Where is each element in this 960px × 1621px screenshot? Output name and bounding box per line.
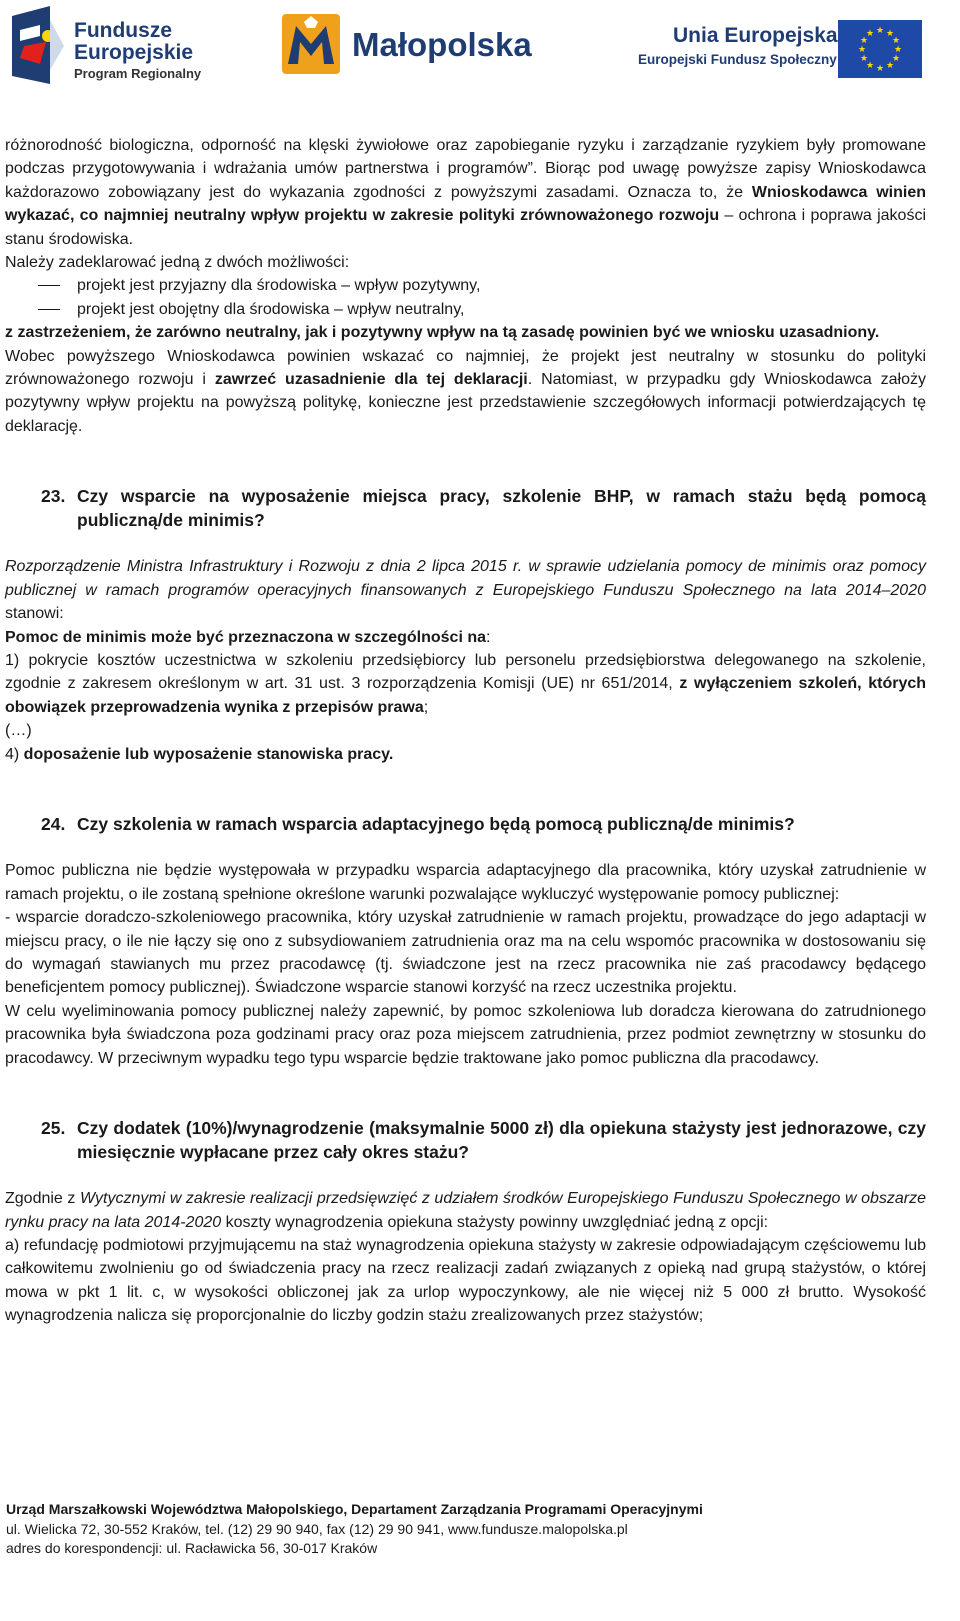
question-text: Czy szkolenia w ramach wsparcia adaptacyjnego będą pomocą publiczną/de minimis?	[77, 813, 795, 834]
answer-23-point1	[5, 649, 926, 719]
paragraph-sustainability	[5, 134, 926, 251]
svg-text:★: ★	[859, 36, 869, 46]
text-span: :	[486, 628, 491, 646]
question-25	[5, 1117, 926, 1164]
bold-span: Wnioskodawca winien wykazać, co najmniej neutralny wpływ projektu w zakresie polityki zrównoważonego rozwoju	[5, 183, 927, 225]
spacer	[5, 532, 926, 555]
spacer	[5, 438, 926, 485]
text-span: stanowi:	[5, 605, 64, 623]
svg-text:★: ★	[875, 64, 885, 74]
text-span: – ochrona i poprawa jakości stanu środowiska.	[5, 207, 927, 248]
svg-text:★: ★	[885, 29, 895, 39]
paragraph-declare: Należy zadeklarować jedną z dwóch możliwości:	[5, 254, 350, 272]
answer-23-point4	[5, 743, 926, 766]
answer-23-intro	[5, 626, 926, 649]
bold-span: doposażenie lub wyposażenie stanowiska pracy.	[23, 745, 394, 763]
footer-line2: ul. Wielicka 72, 30-552 Kraków, tel. (12) 29 90 940, fax (12) 29 90 941, www.fundusze.malopolska.pl	[6, 1520, 628, 1537]
svg-text:★: ★	[865, 61, 875, 71]
spacer	[5, 1164, 926, 1187]
fe-emblem-icon	[10, 6, 66, 84]
list-item: projekt jest przyjazny dla środowiska – wpływ pozytywny,	[5, 274, 926, 297]
fundusze-europejskie-logo	[10, 6, 210, 86]
bold-span: z wyłączeniem szkoleń, których obowiązek przeprowadzenia wynika z przepisów prawa	[5, 675, 927, 716]
document-body	[5, 134, 926, 1328]
footer-line3: adres do korespondencji: ul. Racławicka 56, 30-017 Kraków	[6, 1540, 378, 1556]
svg-text:★: ★	[859, 54, 869, 64]
bold-span: zawrzeć uzasadnienie dla tej deklaracji	[214, 371, 528, 389]
fe-line2: Europejskie	[74, 41, 194, 64]
answer-25-p1	[5, 1187, 926, 1234]
question-text: Czy dodatek (10%)/wynagrodzenie (maksymalnie 5000 zł) dla opiekuna stażysty jest jednorazowe, czy miesięcznie wypłacane przez cały okres stażu?	[77, 1118, 926, 1162]
text-span: różnorodność biologiczna, odporność na klęski żywiołowe oraz zapobieganie ryzyku i zarządzanie ryzykiem były promowane podczas przygotowywania i wdrażania umów partnerstwa i programów”. Biorąc pod uwagę powyższe zapisy Wnioskodawca każdorazowo zobowiązany jest do wykazania zgodności z powyższymi zasadami. Oznacza to, że	[5, 137, 926, 201]
text-span: 1) pokrycie kosztów uczestnictwa w szkoleniu przedsiębiorcy lub personelu przedsiębiorstwa delegowanego na szkolenie, zgodnie z zakresem określonym w art. 31 ust. 3 rozporządzenia Komisji (UE) nr 651/2014,	[5, 651, 926, 693]
svg-text:★: ★	[875, 26, 885, 36]
answer-24-p1: Pomoc publiczna nie będzie występowała w przypadku wsparcia adaptacyjnego dla pracownika, który uzyskał zatrudnienie w ramach projektu, o ile zostaną spełnione określone warunki pozwalające wykluczyć występowanie pomocy publicznej:	[5, 862, 926, 903]
text-span: 4)	[5, 745, 24, 763]
svg-text:★: ★	[857, 45, 867, 55]
paragraph-reservation: z zastrzeżeniem, że zarówno neutralny, jak i pozytywny wpływ na tą zasadę powinien być we wniosku uzasadniony.	[5, 324, 880, 342]
question-text: Czy wsparcie na wyposażenie miejsca pracy, szkolenie BHP, w ramach stażu będą pomocą publiczną/de minimis?	[77, 486, 926, 530]
question-number: 23.	[41, 486, 66, 507]
svg-text:★: ★	[891, 36, 901, 46]
malopolska-name: Małopolska	[352, 26, 532, 63]
question-23	[5, 485, 926, 532]
text-span: Zgodnie z	[5, 1190, 80, 1208]
fe-line3: Program Regionalny	[74, 66, 202, 81]
italic-span: Wytycznymi w zakresie realizacji przedsięwzięć z udziałem środków Europejskiego Funduszu Społecznego w obszarze rynku pracy na lata 2014-2020	[5, 1190, 927, 1231]
footer-line1: Urząd Marszałkowski Województwa Małopolskiego, Departament Zarządzania Programami Operacyjnymi	[6, 1501, 703, 1517]
text-span: . Natomiast, w przypadku gdy Wnioskodawca założy pozytywny wpływ projektu na powyższą politykę, konieczne jest przedstawienie szczegółowych informacji potwierdzających tę deklarację.	[5, 371, 926, 435]
spacer	[5, 836, 926, 859]
text-span: koszty wynagrodzenia opiekuna stażysty powinny uwzględniać jedną z opcji:	[221, 1213, 769, 1231]
svg-text:★: ★	[865, 29, 875, 39]
spacer	[5, 766, 926, 813]
unia-europejska-logo	[636, 18, 936, 84]
ue-line1: Unia Europejska	[673, 24, 838, 47]
answer-23-ellipsis: (…)	[5, 722, 32, 740]
fe-line1: Fundusze	[74, 19, 172, 42]
italic-span: Rozporządzenie Ministra Infrastruktury i Rozwoju z dnia 2 lipca 2015 r. w sprawie udzielania pomocy de minimis oraz pomocy publicznej w ramach programów operacyjnych finansowanych z Europejskiego Funduszu Społecznego na lata 2014–2020	[5, 558, 926, 599]
svg-text:★: ★	[891, 54, 901, 64]
question-24	[5, 813, 926, 837]
spacer	[5, 1070, 926, 1117]
page-footer	[6, 1500, 936, 1559]
ue-line2: Europejski Fundusz Społeczny	[638, 52, 837, 67]
answer-24-p2: - wsparcie doradczo-szkoleniowego pracownika, który uzyskał zatrudnienie w ramach projektu, prowadzące do jego adaptacji w miejscu pracy, o ile nie łączy się ono z subsydiowaniem zatrudnienia oraz ma na celu wspomóc pracownika w dostosowaniu się do wymagań stawianych mu przez pracodawcę (tj. świadczone jest na rzecz pracownika nie zaś pracodawcy będącego beneficjentem pomocy publicznej). Świadczone wsparcie stanowi korzyść na rzecz uczestnika projektu.	[5, 909, 926, 997]
paragraph-neutral	[5, 345, 926, 439]
text-span: Wobec powyższego Wnioskodawca powinien wskazać co najmniej, że projekt jest neutralny w stosunku do polityki zrównoważonego rozwoju i	[5, 347, 926, 389]
svg-text:★: ★	[893, 45, 903, 55]
answer-24-p3: W celu wyeliminowania pomocy publicznej należy zapewnić, by pomoc szkoleniowa lub doradcza kierowana do zatrudnionego pracownika była świadczona poza godzinami pracy oraz poza miejscem zatrudnienia, przez podmiot zewnętrzny w stosunku do pracodawcy. W przeciwnym wypadku tego typu wsparcie będzie traktowane jako pomoc publiczna dla pracodawcy.	[5, 1002, 926, 1067]
question-number: 25.	[41, 1118, 66, 1139]
malopolska-logo	[282, 14, 582, 80]
list-item: projekt jest obojętny dla środowiska – wpływ neutralny,	[5, 298, 926, 321]
svg-text:★: ★	[885, 61, 895, 71]
question-number: 24.	[41, 813, 66, 834]
page-header	[0, 0, 960, 95]
answer-23-regulation	[5, 555, 926, 625]
bold-span: Pomoc de minimis może być przeznaczona w szczególności na	[5, 628, 487, 646]
eu-flag-icon	[838, 20, 922, 78]
malopolska-emblem-icon	[282, 14, 340, 74]
text-span: ;	[423, 698, 429, 716]
answer-25-p2: a) refundację podmiotowi przyjmującemu na staż wynagrodzenia opiekuna stażysty w zakresie odpowiadającym częściowemu lub całkowitemu zwolnieniu go od świadczenia pracy na rzecz realizacji zadań związanych z opieką nad grupą stażystów, o której mowa w pkt 1 lit. c, w wysokości obliczonej jak za urlop wypoczynkowy, ale nie więcej niż 5 000 zł brutto. Wysokość wynagrodzenia nalicza się proporcjonalnie do liczby godzin stażu zrealizowanych przez stażystów;	[5, 1236, 926, 1325]
